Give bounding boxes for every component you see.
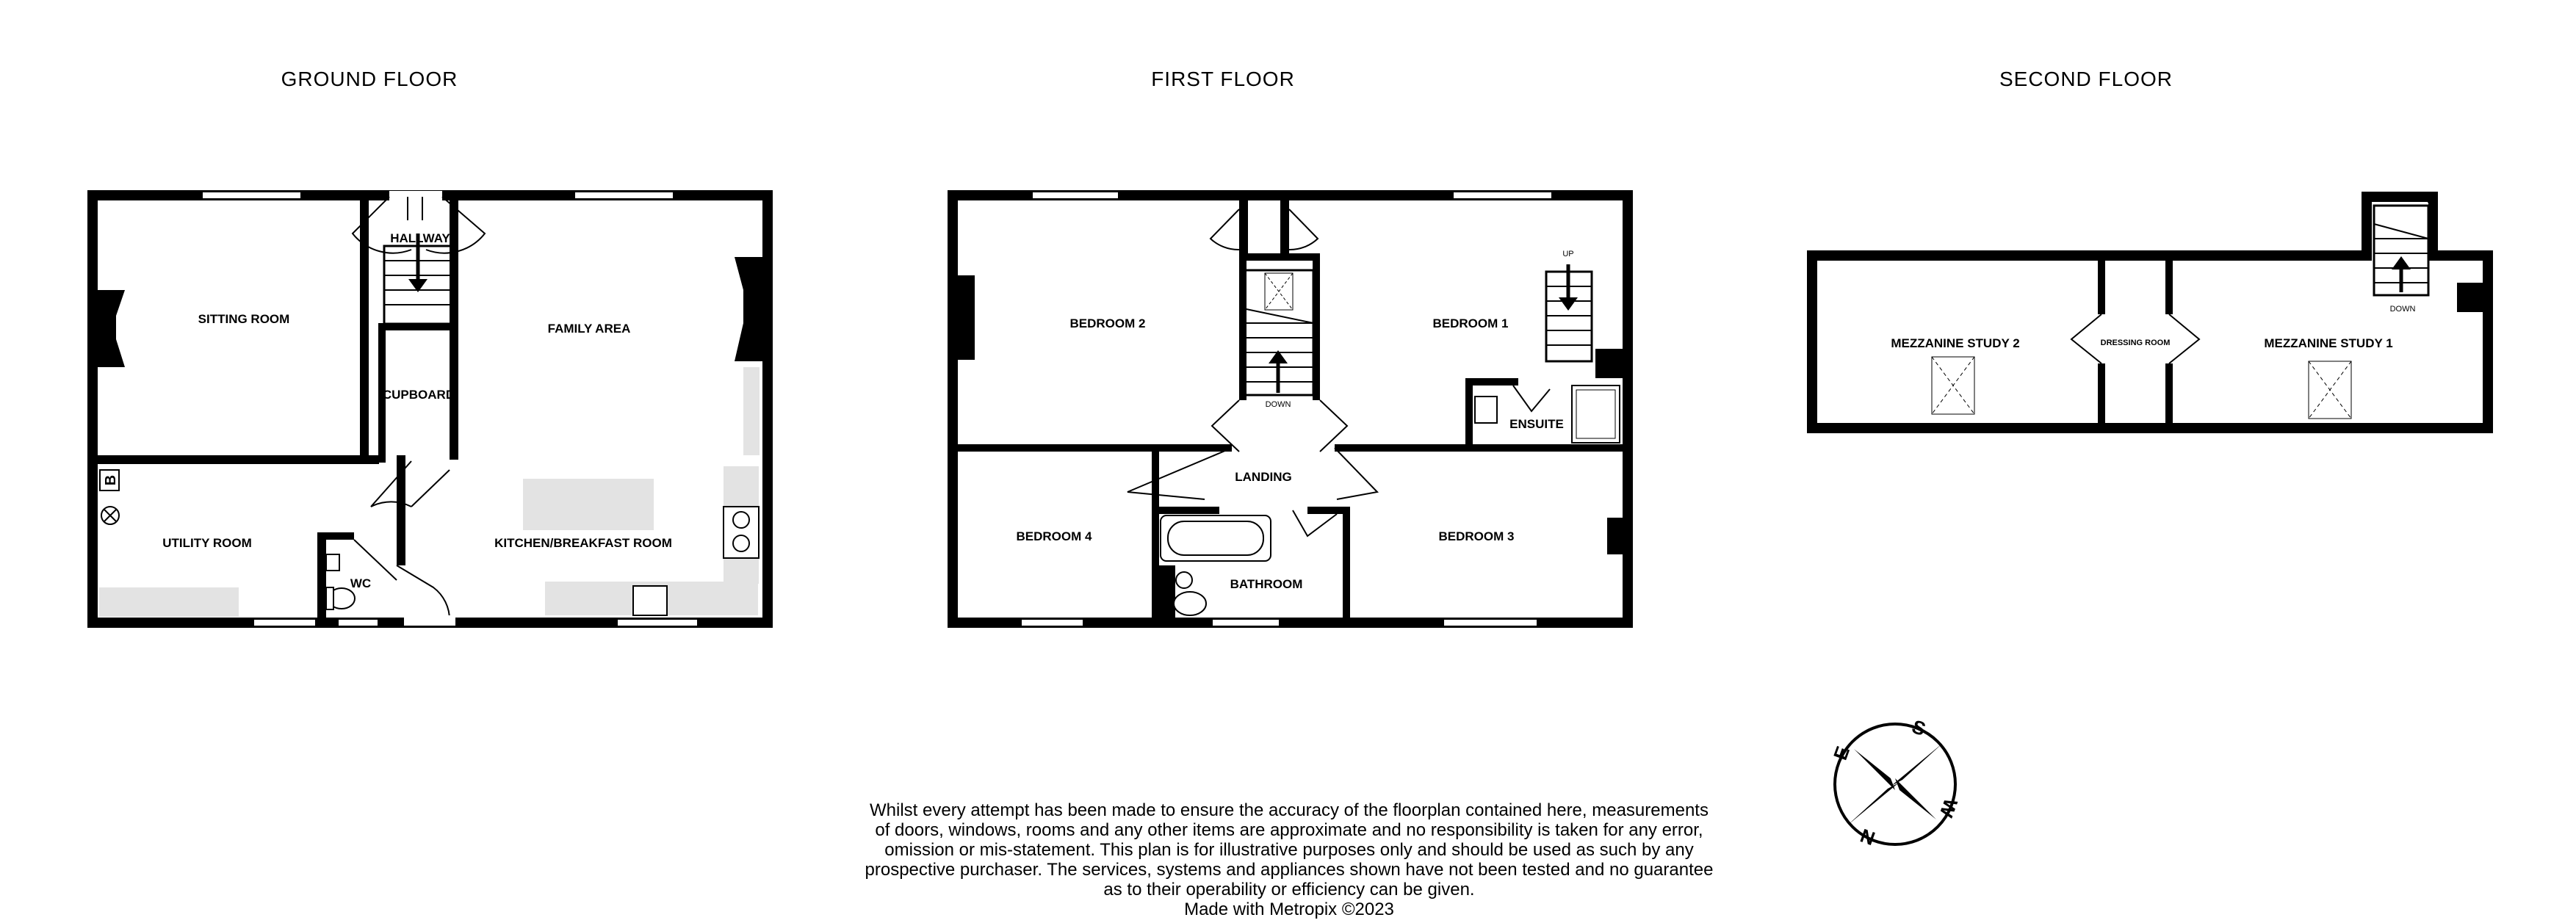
door-swing [1335, 448, 1377, 499]
chimney-breast [735, 257, 762, 361]
chimney-breast [1595, 349, 1623, 378]
room-label-cupboard: CUPBOARD [382, 388, 455, 402]
kitchen-sink [633, 586, 667, 615]
room-label-mezzanine-study-1: MEZZANINE STUDY 1 [2264, 336, 2393, 350]
wall [1465, 378, 1473, 448]
door-leaf [411, 470, 450, 507]
door-leaf [354, 540, 397, 580]
wall [2165, 363, 2173, 428]
disclaimer-line: as to their operability or efficiency can be given. [1103, 880, 1475, 900]
shower [1572, 386, 1620, 443]
wall [1465, 378, 1518, 386]
chimney-breast [98, 290, 125, 367]
door-swing [1513, 386, 1550, 411]
room-label-ensuite: ENSUITE [1509, 417, 1564, 431]
room-label-bedroom-4: BEDROOM 4 [1016, 529, 1092, 543]
compass-needle [1895, 778, 1936, 819]
window [617, 619, 698, 626]
room-label-bedroom-1: BEDROOM 1 [1432, 316, 1509, 330]
door-swing [1293, 510, 1337, 536]
stair-label-up: UP [1562, 250, 1574, 258]
door-swing [1211, 209, 1239, 250]
compass-needle [1891, 743, 1943, 786]
ground-outer-wall [93, 195, 768, 623]
window [1021, 619, 1083, 626]
compass-e: E [1828, 743, 1855, 763]
chimney-breast [957, 275, 975, 360]
disclaimer-line: of doors, windows, rooms and any other items are approximate and no responsibility is taken for any error, [875, 820, 1703, 840]
room-label-mezzanine-study-2: MEZZANINE STUDY 2 [1891, 336, 2020, 350]
window [574, 192, 674, 199]
door-swing [397, 565, 450, 620]
wall [1239, 195, 1248, 258]
room-label-bathroom: BATHROOM [1230, 577, 1303, 591]
wall [2098, 363, 2105, 428]
second-floor-title: SECOND FLOOR [1999, 68, 2173, 90]
window [1443, 619, 1537, 626]
door-swing [1128, 448, 1232, 499]
front-door-opening [389, 191, 442, 201]
door-swing [1289, 209, 1318, 250]
wall [2098, 256, 2105, 314]
compass-n: N [1857, 824, 1878, 850]
ground-floor-title: GROUND FLOOR [281, 68, 458, 90]
back-door-opening [404, 615, 455, 626]
wall [1335, 444, 1628, 452]
disclaimer-line: omission or mis-statement. This plan is for illustrative purposes only and should be used as such by any [884, 840, 1694, 860]
wall [1239, 253, 1320, 261]
room-label-wc: WC [350, 576, 372, 590]
skylight-cross [1265, 273, 1293, 310]
window [202, 192, 301, 199]
compass-ring [1835, 724, 1955, 844]
window [253, 619, 316, 626]
wall [1307, 507, 1344, 514]
stair-label-down: DOWN [2389, 305, 2416, 314]
room-label-bedroom-3: BEDROOM 3 [1438, 529, 1515, 543]
room-label-utility-room: UTILITY ROOM [162, 536, 252, 550]
compass-s: S [1909, 714, 1929, 741]
toilet [1174, 592, 1206, 615]
chimney-breast [1607, 518, 1623, 554]
wall [360, 195, 369, 460]
compass-needle [1854, 749, 1895, 790]
wall-stub [1153, 565, 1175, 623]
wall [450, 195, 458, 460]
door-swing [1320, 400, 1347, 452]
window [338, 619, 378, 626]
skylight-cross [2309, 361, 2351, 419]
stair-break [1243, 308, 1313, 323]
door-swing [2169, 314, 2199, 363]
window [1032, 192, 1119, 199]
room-label-landing: LANDING [1235, 470, 1292, 484]
wall [1159, 507, 1219, 514]
door-swing [1212, 400, 1239, 452]
room-label-hallway: HALLWAY [390, 231, 450, 245]
ground-floor-plan [93, 191, 768, 626]
window [1212, 619, 1280, 626]
disclaimer-line: Whilst every attempt has been made to ensure the accuracy of the floorplan contained here, measurements [870, 800, 1709, 820]
chimney-breast [2457, 283, 2483, 312]
bathroom-basin [1176, 572, 1192, 588]
disclaimer-line: prospective purchaser. The services, systems and appliances shown have not been tested and no guarantee [865, 860, 1714, 880]
second-floor-plan [1812, 197, 2488, 428]
wall [2165, 256, 2173, 314]
room-label-kitchen: KITCHEN/BREAKFAST ROOM [494, 536, 672, 550]
compass-w: W [1935, 795, 1963, 821]
room-label-sitting-room: SITTING ROOM [198, 312, 290, 326]
room-label-dressing-room: DRESSING ROOM [2100, 339, 2171, 347]
wall [317, 532, 326, 620]
first-floor-plan [953, 192, 1628, 626]
family-worktop [743, 367, 760, 455]
compass [1829, 715, 1962, 850]
first-floor-title: FIRST FLOOR [1151, 68, 1295, 90]
wall [1280, 195, 1289, 258]
wc-basin [326, 554, 339, 571]
wall [93, 455, 379, 464]
toilet-cistern [326, 587, 333, 609]
wall [317, 532, 354, 540]
door-swing [2071, 314, 2101, 363]
hob-ring [733, 535, 749, 551]
skylight-cross [1932, 357, 1974, 414]
credit-line: Made with Metropix ©2023 [1184, 900, 1394, 919]
kitchen-island [523, 479, 654, 530]
compass-needle [1847, 783, 1899, 825]
wall [953, 444, 1232, 452]
window [1453, 192, 1552, 199]
room-label-bedroom-2: BEDROOM 2 [1069, 316, 1146, 330]
utility-worktop [99, 587, 239, 617]
stair-label-down: DOWN [1265, 400, 1291, 409]
hob-ring [733, 512, 749, 528]
stair-arrow-head [1559, 297, 1578, 311]
wall [1343, 507, 1350, 623]
room-label-family-area: FAMILY AREA [547, 322, 631, 336]
boiler-label: B [103, 474, 119, 486]
ensuite-basin [1475, 397, 1497, 423]
disclaimer [852, 800, 1726, 919]
